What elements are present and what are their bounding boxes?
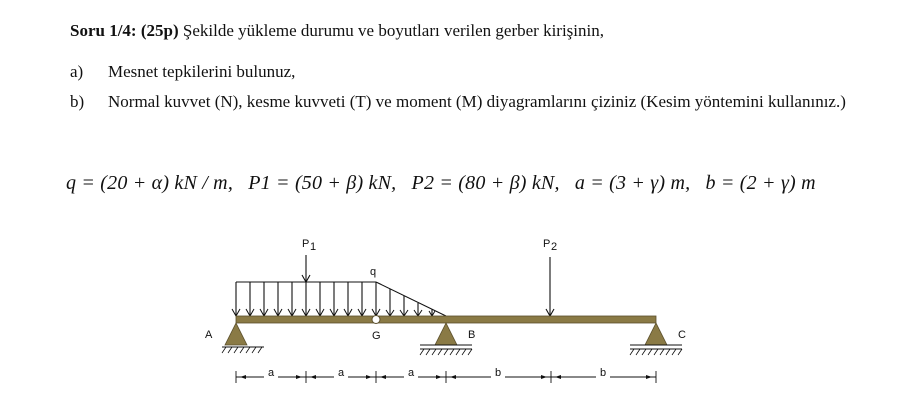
dimension-label: a — [268, 367, 275, 379]
item-label: a) — [70, 62, 84, 81]
item-text: Mesnet tepkilerini bulunuz, — [108, 62, 296, 81]
question-heading — [70, 21, 604, 41]
item-label: b) — [70, 92, 85, 111]
dimension-label: b — [495, 367, 502, 379]
formula-a: a = (3 + γ) m, — [574, 172, 691, 194]
p2-label: P — [543, 238, 551, 250]
c-label: C — [678, 329, 686, 341]
item-text: Normal kuvvet (N), kesme kuvveti (T) ve moment (M) diyagramlarını çiziniz (Kesim yöntemini kullanınız.) — [108, 92, 846, 111]
gerber-hinge — [372, 316, 380, 324]
dimension-label: b — [600, 367, 607, 379]
formula-b: b = (2 + γ) m — [705, 172, 816, 194]
question-number: Soru 1/4: (25p) — [70, 21, 179, 40]
formula-p2: P2 = (80 + β) kN, — [411, 172, 560, 194]
gerber-beam-figure — [180, 225, 700, 415]
p2-subscript: 2 — [551, 241, 558, 253]
formula-q: q = (20 + α) kN / m, — [66, 172, 234, 194]
question-intro: Şekilde yükleme durumu ve boyutları verilen gerber kirişinin, — [182, 21, 604, 40]
formula-p1: P1 = (50 + β) kN, — [248, 172, 397, 194]
dimension-label: a — [408, 367, 415, 379]
parameter-formula — [66, 172, 826, 195]
p1-subscript: 1 — [310, 241, 317, 253]
beam-diagram — [180, 225, 700, 415]
q-label: q — [370, 266, 377, 278]
a-label: A — [205, 329, 213, 341]
g-label: G — [372, 330, 381, 342]
beam — [236, 316, 656, 323]
b-label: B — [468, 329, 476, 341]
p1-label: P — [302, 238, 310, 250]
dimension-label: a — [338, 367, 345, 379]
